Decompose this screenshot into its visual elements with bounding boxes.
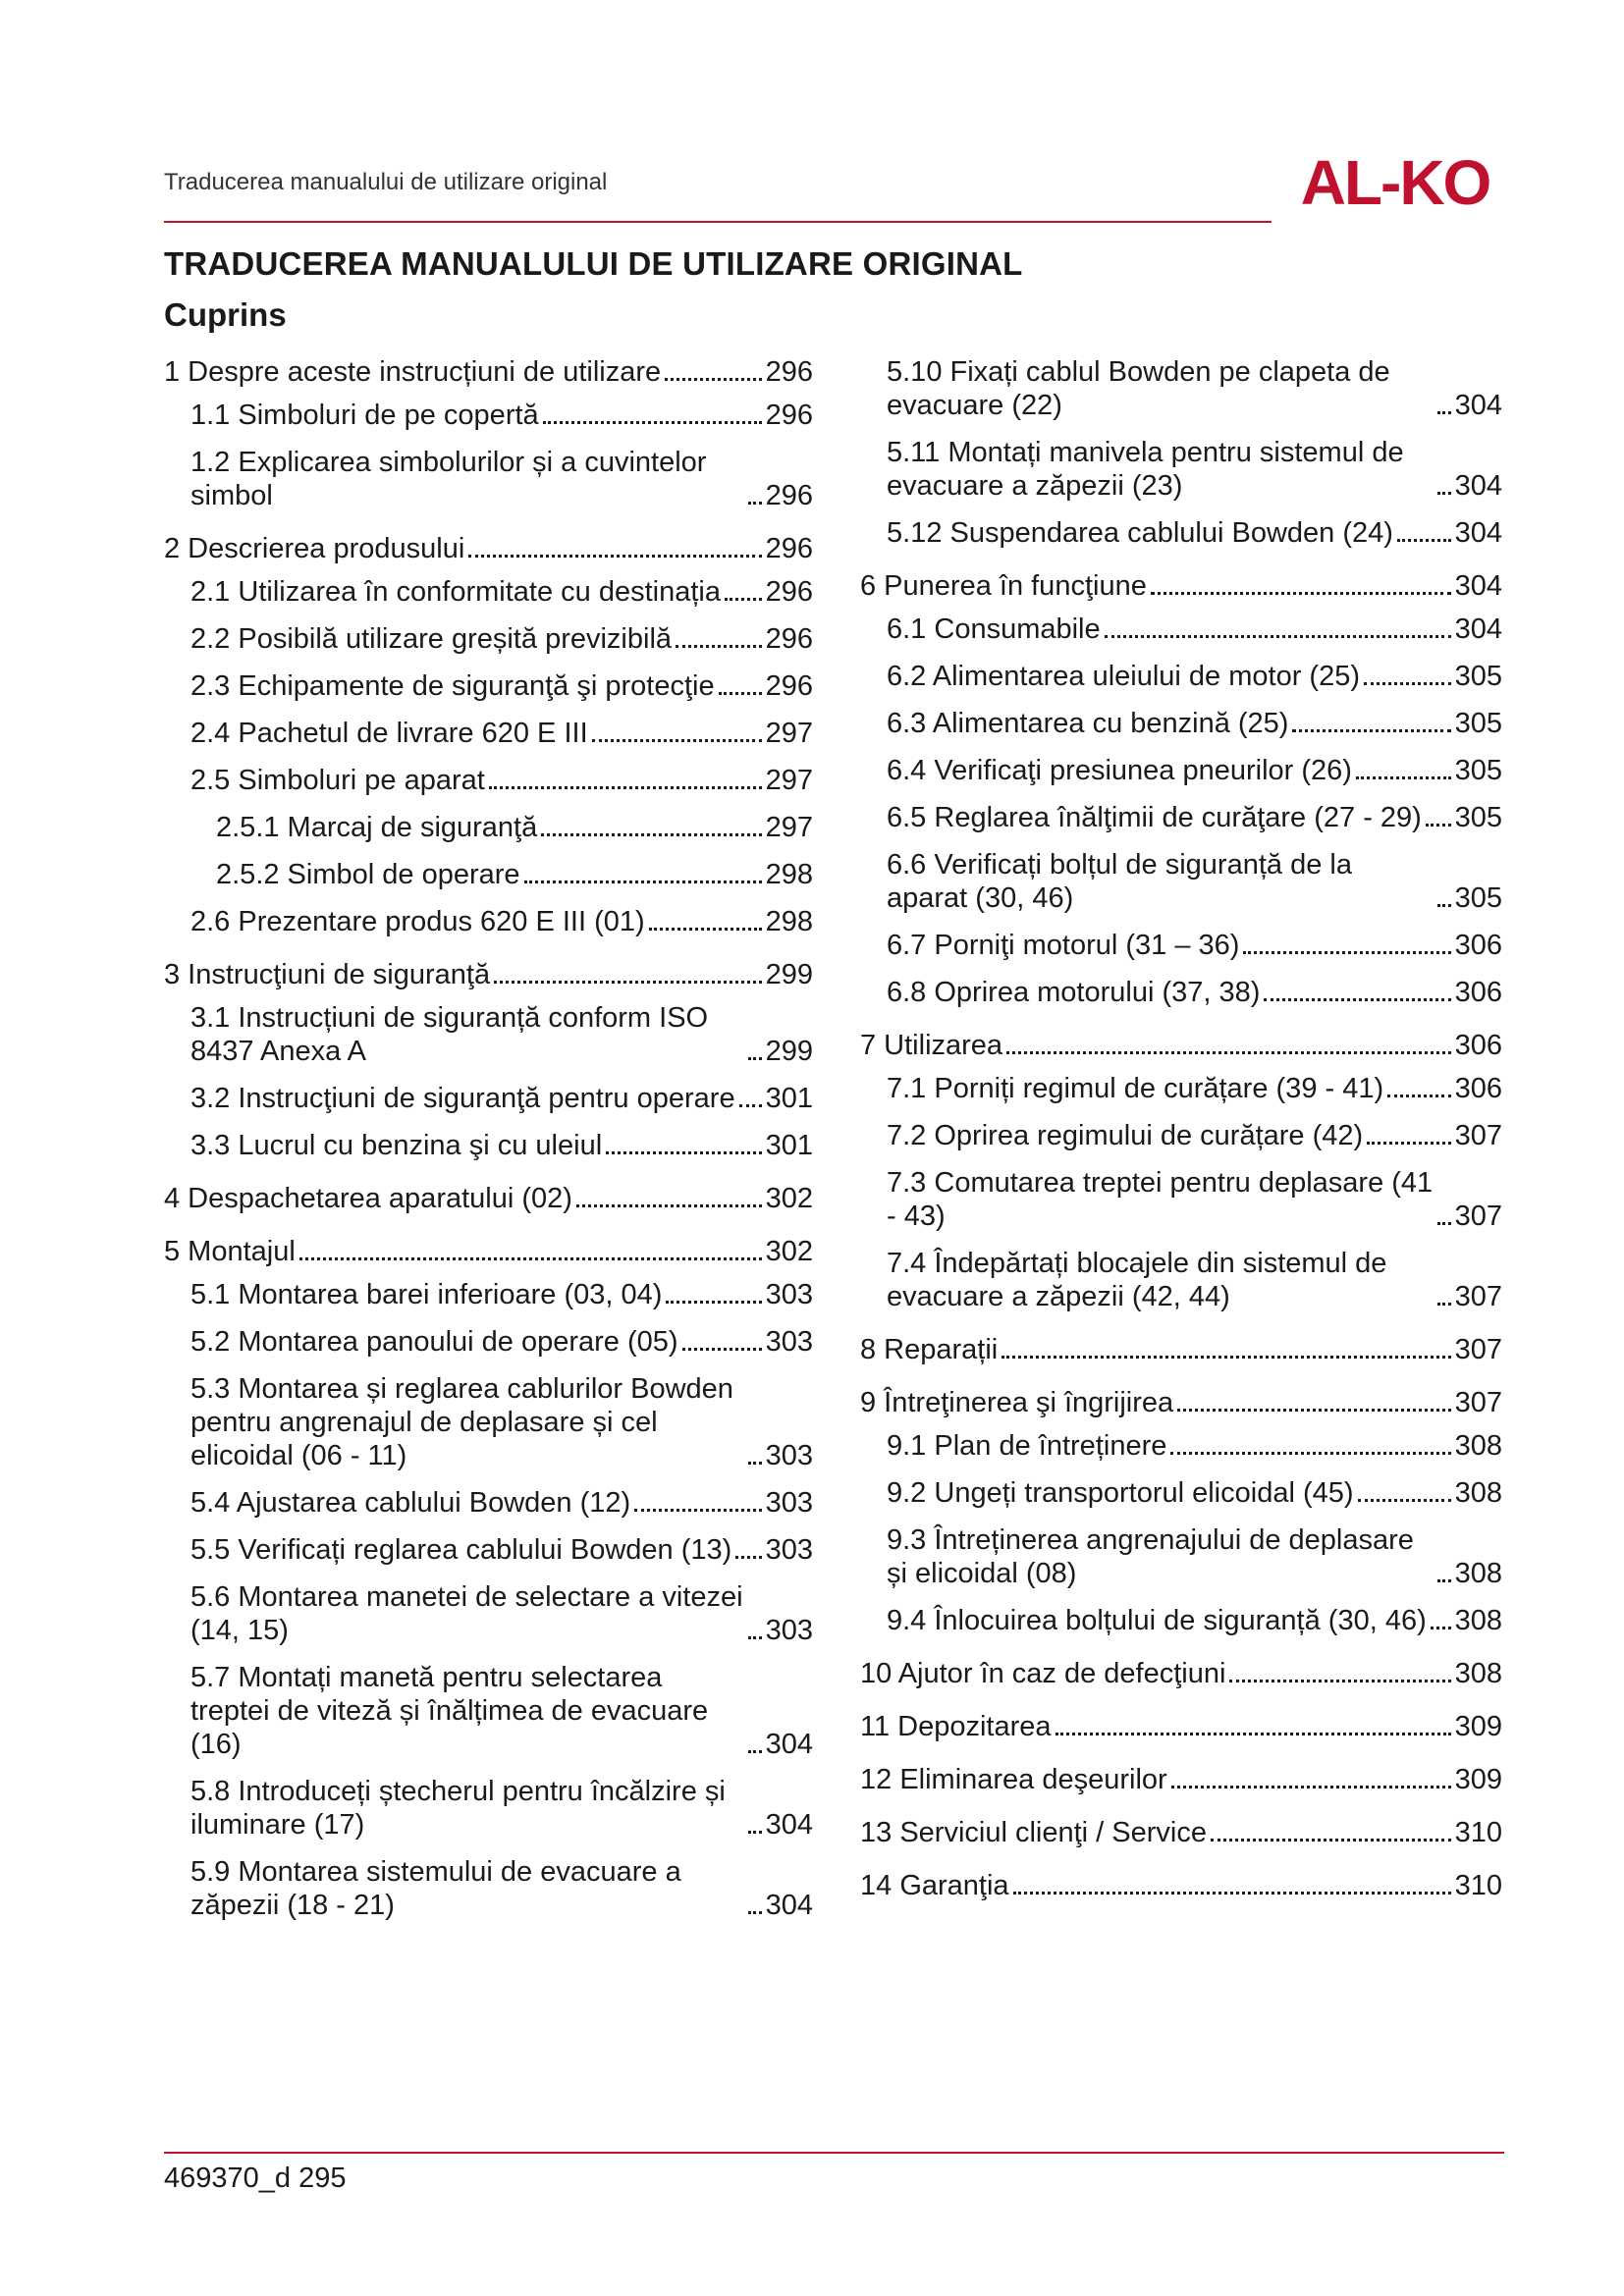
toc-entry-page: 299 — [765, 959, 813, 990]
toc-entry[interactable] — [860, 976, 1502, 1009]
toc-entry-label: 13 Serviciul clienţi / Service — [860, 1817, 1207, 1848]
toc-entry-page: 296 — [765, 576, 813, 608]
toc-entry-page: 304 — [765, 1729, 813, 1760]
dot-leader — [1229, 1680, 1450, 1682]
toc-entry[interactable] — [860, 754, 1502, 787]
toc-entry-label: 7.4 Îndepărtați blocajele din sistemul de evacuare a zăpezii (42, 44) — [887, 1248, 1387, 1312]
dot-leader — [1151, 592, 1451, 595]
toc-entry[interactable] — [164, 622, 813, 656]
toc-entry-label: 6.5 Reglarea înălţimii de curăţare (27 - 29) — [887, 802, 1422, 833]
toc-entry-page: 296 — [765, 400, 813, 431]
dot-leader — [1105, 635, 1451, 638]
dot-leader — [1001, 1356, 1450, 1359]
toc-entry-page: 308 — [1454, 1658, 1502, 1689]
toc-entry-page: 304 — [765, 1809, 813, 1841]
toc-entry-page: 305 — [1454, 708, 1502, 739]
document-title: TRADUCEREA MANUALULUI DE UTILIZARE ORIGINAL — [164, 245, 1023, 282]
toc-entry-page: 310 — [1454, 1817, 1502, 1848]
dot-leader — [666, 1301, 761, 1304]
toc-column-right — [860, 355, 1502, 1912]
page-number: 295 — [298, 2163, 347, 2194]
toc-entry-page: 305 — [1454, 661, 1502, 692]
dot-leader — [489, 786, 762, 789]
toc-entry[interactable] — [164, 532, 813, 565]
toc-entry-label: 7.2 Oprirea regimului de curățare (42) — [887, 1120, 1364, 1151]
dot-leader — [1006, 1051, 1451, 1054]
toc-entry[interactable] — [860, 1816, 1502, 1849]
dot-leader — [1013, 1892, 1451, 1895]
toc-entry-page: 306 — [1454, 1073, 1502, 1104]
toc-entry-page: 298 — [765, 859, 813, 890]
toc-entry-label: 2.5.1 Marcaj de siguranţă — [216, 812, 538, 843]
toc-entry-label: 6.6 Verificați bolțul de siguranță de la aparat (30, 46) — [887, 849, 1352, 914]
dot-leader — [748, 502, 762, 505]
toc-entry[interactable] — [164, 1775, 813, 1842]
toc-entry-label: 5 Montajul — [164, 1236, 296, 1267]
toc-entry[interactable] — [860, 355, 1502, 422]
dot-leader — [649, 928, 762, 931]
logo-text: AL-KO — [1300, 149, 1490, 216]
toc-entry-label: 9.4 Înlocuirea bolțului de siguranță (30, 46) — [887, 1605, 1427, 1636]
toc-entry[interactable] — [164, 764, 813, 797]
toc-entry-page: 305 — [1454, 755, 1502, 786]
toc-entry-page: 304 — [765, 1890, 813, 1921]
toc-entry-label: 6 Punerea în funcţiune — [860, 570, 1147, 602]
dot-leader — [748, 1636, 762, 1639]
toc-entry[interactable] — [860, 660, 1502, 693]
dot-leader — [719, 692, 762, 695]
toc-entry-page: 308 — [1454, 1558, 1502, 1589]
toc-entry[interactable] — [164, 1235, 813, 1268]
brand-logo — [1286, 149, 1504, 216]
toc-entry-page: 299 — [765, 1036, 813, 1067]
toc-entry[interactable] — [164, 1001, 813, 1068]
toc-entry[interactable] — [164, 1129, 813, 1162]
toc-entry[interactable] — [860, 1710, 1502, 1743]
toc-entry-page: 307 — [1454, 1387, 1502, 1418]
toc-entry-label: 9.3 Întreținerea angrenajului de deplasare și elicoidal (08) — [887, 1524, 1414, 1589]
toc-heading: Cuprins — [164, 296, 287, 333]
dot-leader — [634, 1509, 761, 1512]
toc-entry[interactable] — [860, 1386, 1502, 1419]
dot-leader — [1177, 1409, 1450, 1412]
toc-entry-page: 297 — [765, 765, 813, 796]
toc-entry-page: 306 — [1454, 977, 1502, 1008]
toc-entry-page: 305 — [1454, 802, 1502, 833]
toc-entry-label: 3.3 Lucrul cu benzina şi cu uleiul — [190, 1130, 603, 1161]
toc-entry[interactable] — [164, 1486, 813, 1520]
dot-leader — [739, 1104, 762, 1107]
toc-entry[interactable] — [860, 1869, 1502, 1902]
toc-entry[interactable] — [164, 1372, 813, 1472]
toc-entry-label: 5.4 Ajustarea cablului Bowden (12) — [190, 1487, 631, 1519]
toc-entry-page: 302 — [765, 1236, 813, 1267]
dot-leader — [748, 1057, 762, 1060]
toc-entry[interactable] — [164, 1580, 813, 1647]
toc-entry-page: 307 — [1454, 1120, 1502, 1151]
toc-entry-label: 6.4 Verificaţi presiunea pneurilor (26) — [887, 755, 1352, 786]
toc-entry-label: 6.8 Oprirea motorului (37, 38) — [887, 977, 1261, 1008]
toc-entry-label: 11 Depozitarea — [860, 1711, 1052, 1742]
toc-entry[interactable] — [164, 575, 813, 609]
toc-entry-page: 307 — [1454, 1334, 1502, 1365]
toc-entry-page: 309 — [1454, 1711, 1502, 1742]
toc-entry[interactable] — [860, 1072, 1502, 1105]
dot-leader — [606, 1151, 761, 1154]
toc-entry-label: 6.1 Consumabile — [887, 614, 1101, 645]
dot-leader — [541, 833, 761, 836]
dot-leader — [1437, 1579, 1451, 1582]
toc-entry-page: 301 — [765, 1083, 813, 1114]
toc-entry[interactable] — [860, 1429, 1502, 1463]
toc-entry[interactable] — [860, 1119, 1502, 1152]
dot-leader — [1358, 1499, 1451, 1502]
toc-entry-page: 296 — [765, 356, 813, 388]
toc-entry-page: 304 — [1454, 614, 1502, 645]
toc-entry-label: 5.10 Fixați cablul Bowden pe clapeta de evacuare (22) — [887, 356, 1390, 421]
toc-entry[interactable] — [164, 399, 813, 432]
toc-entry[interactable] — [164, 1533, 813, 1567]
toc-entry[interactable] — [164, 1082, 813, 1115]
running-header: Traducerea manualului de utilizare original — [164, 169, 608, 195]
toc-entry-page: 303 — [765, 1615, 813, 1646]
toc-entry-label: 5.7 Montați manetă pentru selectarea treptei de viteză și înălțimea de evacuare (16) — [190, 1662, 709, 1760]
toc-entry-label: 5.11 Montați manivela pentru sistemul de evacuare a zăpezii (23) — [887, 437, 1404, 502]
toc-entry[interactable] — [860, 848, 1502, 915]
toc-entry[interactable] — [860, 613, 1502, 646]
toc-entry-label: 1.1 Simboluri de pe copertă — [190, 400, 539, 431]
dot-leader — [1387, 1095, 1450, 1097]
toc-entry[interactable] — [860, 436, 1502, 503]
toc-entry[interactable] — [164, 1855, 813, 1922]
dot-leader — [682, 1348, 762, 1351]
dot-leader — [524, 881, 762, 883]
dot-leader — [1170, 1452, 1450, 1455]
toc-entry[interactable] — [860, 1166, 1502, 1233]
dot-leader — [592, 739, 762, 742]
toc-entry-label: 10 Ajutor în caz de defecţiuni — [860, 1658, 1226, 1689]
toc-entry-page: 306 — [1454, 930, 1502, 961]
toc-entry[interactable] — [164, 1278, 813, 1311]
toc-entry-page: 304 — [1454, 517, 1502, 549]
toc-entry[interactable] — [860, 516, 1502, 550]
toc-entry[interactable] — [860, 1247, 1502, 1313]
dot-leader — [1367, 1142, 1450, 1145]
dot-leader — [725, 598, 762, 601]
toc-entry-label: 5.1 Montarea barei inferioare (03, 04) — [190, 1279, 663, 1310]
dot-leader — [665, 378, 761, 381]
toc-entry-label: 6.2 Alimentarea uleiului de motor (25) — [887, 661, 1360, 692]
toc-entry-label: 2.5 Simboluri pe aparat — [190, 765, 485, 796]
toc-entry-page: 303 — [765, 1534, 813, 1566]
dot-leader — [1431, 1627, 1451, 1629]
dot-leader — [748, 1911, 762, 1914]
toc-entry[interactable] — [860, 1333, 1502, 1366]
toc-entry-page: 310 — [1454, 1870, 1502, 1901]
toc-entry-label: 2.6 Prezentare produs 620 E III (01) — [190, 906, 645, 937]
toc-entry[interactable] — [164, 717, 813, 750]
toc-entry-page: 297 — [765, 812, 813, 843]
toc-entry[interactable] — [164, 355, 813, 389]
toc-entry[interactable] — [164, 446, 813, 512]
toc-entry-page: 296 — [765, 480, 813, 511]
toc-entry-page: 308 — [1454, 1605, 1502, 1636]
toc-entry-label: 7.3 Comutarea treptei pentru deplasare (41 - 43) — [887, 1167, 1434, 1232]
toc-entry-label: 5.9 Montarea sistemului de evacuare a zăpezii (18 - 21) — [190, 1856, 681, 1921]
toc-entry-label: 2 Descrierea produsului — [164, 533, 465, 564]
toc-entry-page: 298 — [765, 906, 813, 937]
dot-leader — [468, 555, 761, 558]
toc-entry-page: 303 — [765, 1440, 813, 1471]
toc-entry-page: 308 — [1454, 1430, 1502, 1462]
toc-entry-label: 6.7 Porniţi motorul (31 – 36) — [887, 930, 1240, 961]
toc-entry[interactable] — [860, 569, 1502, 603]
toc-entry[interactable] — [164, 811, 813, 844]
toc-entry-page: 307 — [1454, 1201, 1502, 1232]
toc-entry-label: 5.5 Verificați reglarea cablului Bowden (13) — [190, 1534, 732, 1566]
doc-number: 469370_d — [164, 2163, 292, 2194]
toc-entry[interactable] — [860, 1604, 1502, 1637]
toc-entry[interactable] — [860, 1476, 1502, 1510]
dot-leader — [1437, 492, 1451, 495]
toc-entry-page: 304 — [1454, 570, 1502, 602]
toc-entry-page: 303 — [765, 1326, 813, 1358]
page-footer — [164, 2163, 346, 2195]
toc-entry-label: 9.2 Ungeți transportorul elicoidal (45) — [887, 1477, 1354, 1509]
toc-entry[interactable] — [164, 858, 813, 891]
toc-entry-page: 302 — [765, 1183, 813, 1214]
toc-entry-label: 5.6 Montarea manetei de selectare a vitezei (14, 15) — [190, 1581, 743, 1646]
dot-leader — [1056, 1733, 1451, 1735]
toc-entry-label: 2.4 Pachetul de livrare 620 E III — [190, 718, 588, 749]
dot-leader — [748, 1831, 762, 1834]
toc-entry-label: 12 Eliminarea deşeurilor — [860, 1764, 1167, 1795]
toc-entry[interactable] — [164, 1661, 813, 1761]
dot-leader — [1437, 904, 1451, 907]
dot-leader — [299, 1257, 762, 1260]
toc-entry-page: 306 — [1454, 1030, 1502, 1061]
dot-leader — [1356, 776, 1451, 779]
dot-leader — [748, 1750, 762, 1753]
toc-entry[interactable] — [164, 905, 813, 938]
toc-entry-label: 9 Întreţinerea şi îngrijirea — [860, 1387, 1174, 1418]
dot-leader — [1437, 1303, 1451, 1306]
dot-leader — [735, 1556, 761, 1559]
toc-entry-label: 3.1 Instrucțiuni de siguranță conform ISO 8437 Anexa A — [190, 1002, 709, 1067]
toc-entry-page: 296 — [765, 623, 813, 655]
dot-leader — [576, 1204, 762, 1207]
toc-entry[interactable] — [860, 707, 1502, 740]
toc-entry-label: 2.3 Echipamente de siguranţă şi protecţie — [190, 670, 715, 702]
toc-entry-page: 304 — [1454, 390, 1502, 421]
toc-entry-label: 14 Garanţia — [860, 1870, 1009, 1901]
toc-entry-label: 7.1 Porniți regimul de curățare (39 - 41) — [887, 1073, 1384, 1104]
dot-leader — [494, 981, 762, 984]
toc-entry-page: 304 — [1454, 470, 1502, 502]
dot-leader — [1292, 729, 1450, 732]
dot-leader — [748, 1462, 762, 1465]
toc-entry-page: 296 — [765, 533, 813, 564]
dot-leader — [1426, 824, 1451, 827]
dot-leader — [1171, 1786, 1451, 1789]
header-divider — [164, 221, 1272, 223]
toc-entry-label: 5.2 Montarea panoului de operare (05) — [190, 1326, 678, 1358]
toc-entry-page: 307 — [1454, 1281, 1502, 1312]
toc-entry[interactable] — [860, 1523, 1502, 1590]
toc-entry[interactable] — [164, 1325, 813, 1359]
toc-entry-label: 5.12 Suspendarea cablului Bowden (24) — [887, 517, 1393, 549]
toc-entry[interactable] — [860, 801, 1502, 834]
dot-leader — [1397, 539, 1451, 542]
dot-leader — [543, 421, 762, 424]
toc-entry[interactable] — [164, 669, 813, 703]
toc-entry-page: 303 — [765, 1487, 813, 1519]
toc-entry-label: 8 Reparații — [860, 1334, 999, 1365]
dot-leader — [1437, 411, 1451, 414]
toc-entry-label: 1.2 Explicarea simbolurilor și a cuvintelor simbol — [190, 447, 707, 511]
toc-entry-label: 7 Utilizarea — [860, 1030, 1003, 1061]
toc-entry-label: 5.8 Introduceți ștecherul pentru încălzire și iluminare (17) — [190, 1776, 726, 1841]
toc-entry[interactable] — [860, 1657, 1502, 1690]
toc-entry-label: 9.1 Plan de întreținere — [887, 1430, 1167, 1462]
toc-entry[interactable] — [860, 1029, 1502, 1062]
toc-entry-label: 1 Despre aceste instrucțiuni de utilizare — [164, 356, 662, 388]
toc-entry[interactable] — [860, 1763, 1502, 1796]
toc-entry-label: 3.2 Instrucţiuni de siguranţă pentru operare — [190, 1083, 735, 1114]
toc-entry[interactable] — [164, 1182, 813, 1215]
dot-leader — [1243, 951, 1450, 954]
dot-leader — [676, 645, 762, 648]
toc-entry-label: 2.5.2 Simbol de operare — [216, 859, 520, 890]
dot-leader — [1211, 1839, 1451, 1842]
toc-entry-page: 296 — [765, 670, 813, 702]
toc-entry-label: 6.3 Alimentarea cu benzină (25) — [887, 708, 1289, 739]
toc-entry-page: 308 — [1454, 1477, 1502, 1509]
toc-entry-label: 5.3 Montarea și reglarea cablurilor Bowden pentru angrenajul de deplasare și cel elicoidal (06 - 11) — [190, 1373, 733, 1471]
toc-entry-page: 305 — [1454, 882, 1502, 914]
toc-entry-page: 301 — [765, 1130, 813, 1161]
toc-entry[interactable] — [860, 929, 1502, 962]
dot-leader — [1437, 1222, 1451, 1225]
toc-entry-label: 2.2 Posibilă utilizare greșită previzibilă — [190, 623, 673, 655]
toc-entry-page: 303 — [765, 1279, 813, 1310]
toc-entry-label: 3 Instrucţiuni de siguranţă — [164, 959, 491, 990]
toc-entry-label: 2.1 Utilizarea în conformitate cu destinația — [190, 576, 721, 608]
dot-leader — [1364, 682, 1451, 685]
toc-entry-page: 297 — [765, 718, 813, 749]
toc-entry-page: 309 — [1454, 1764, 1502, 1795]
dot-leader — [1264, 998, 1450, 1001]
toc-entry-label: 4 Despachetarea aparatului (02) — [164, 1183, 572, 1214]
toc-column-left — [164, 355, 813, 1936]
footer-divider — [164, 2152, 1504, 2154]
toc-entry[interactable] — [164, 958, 813, 991]
